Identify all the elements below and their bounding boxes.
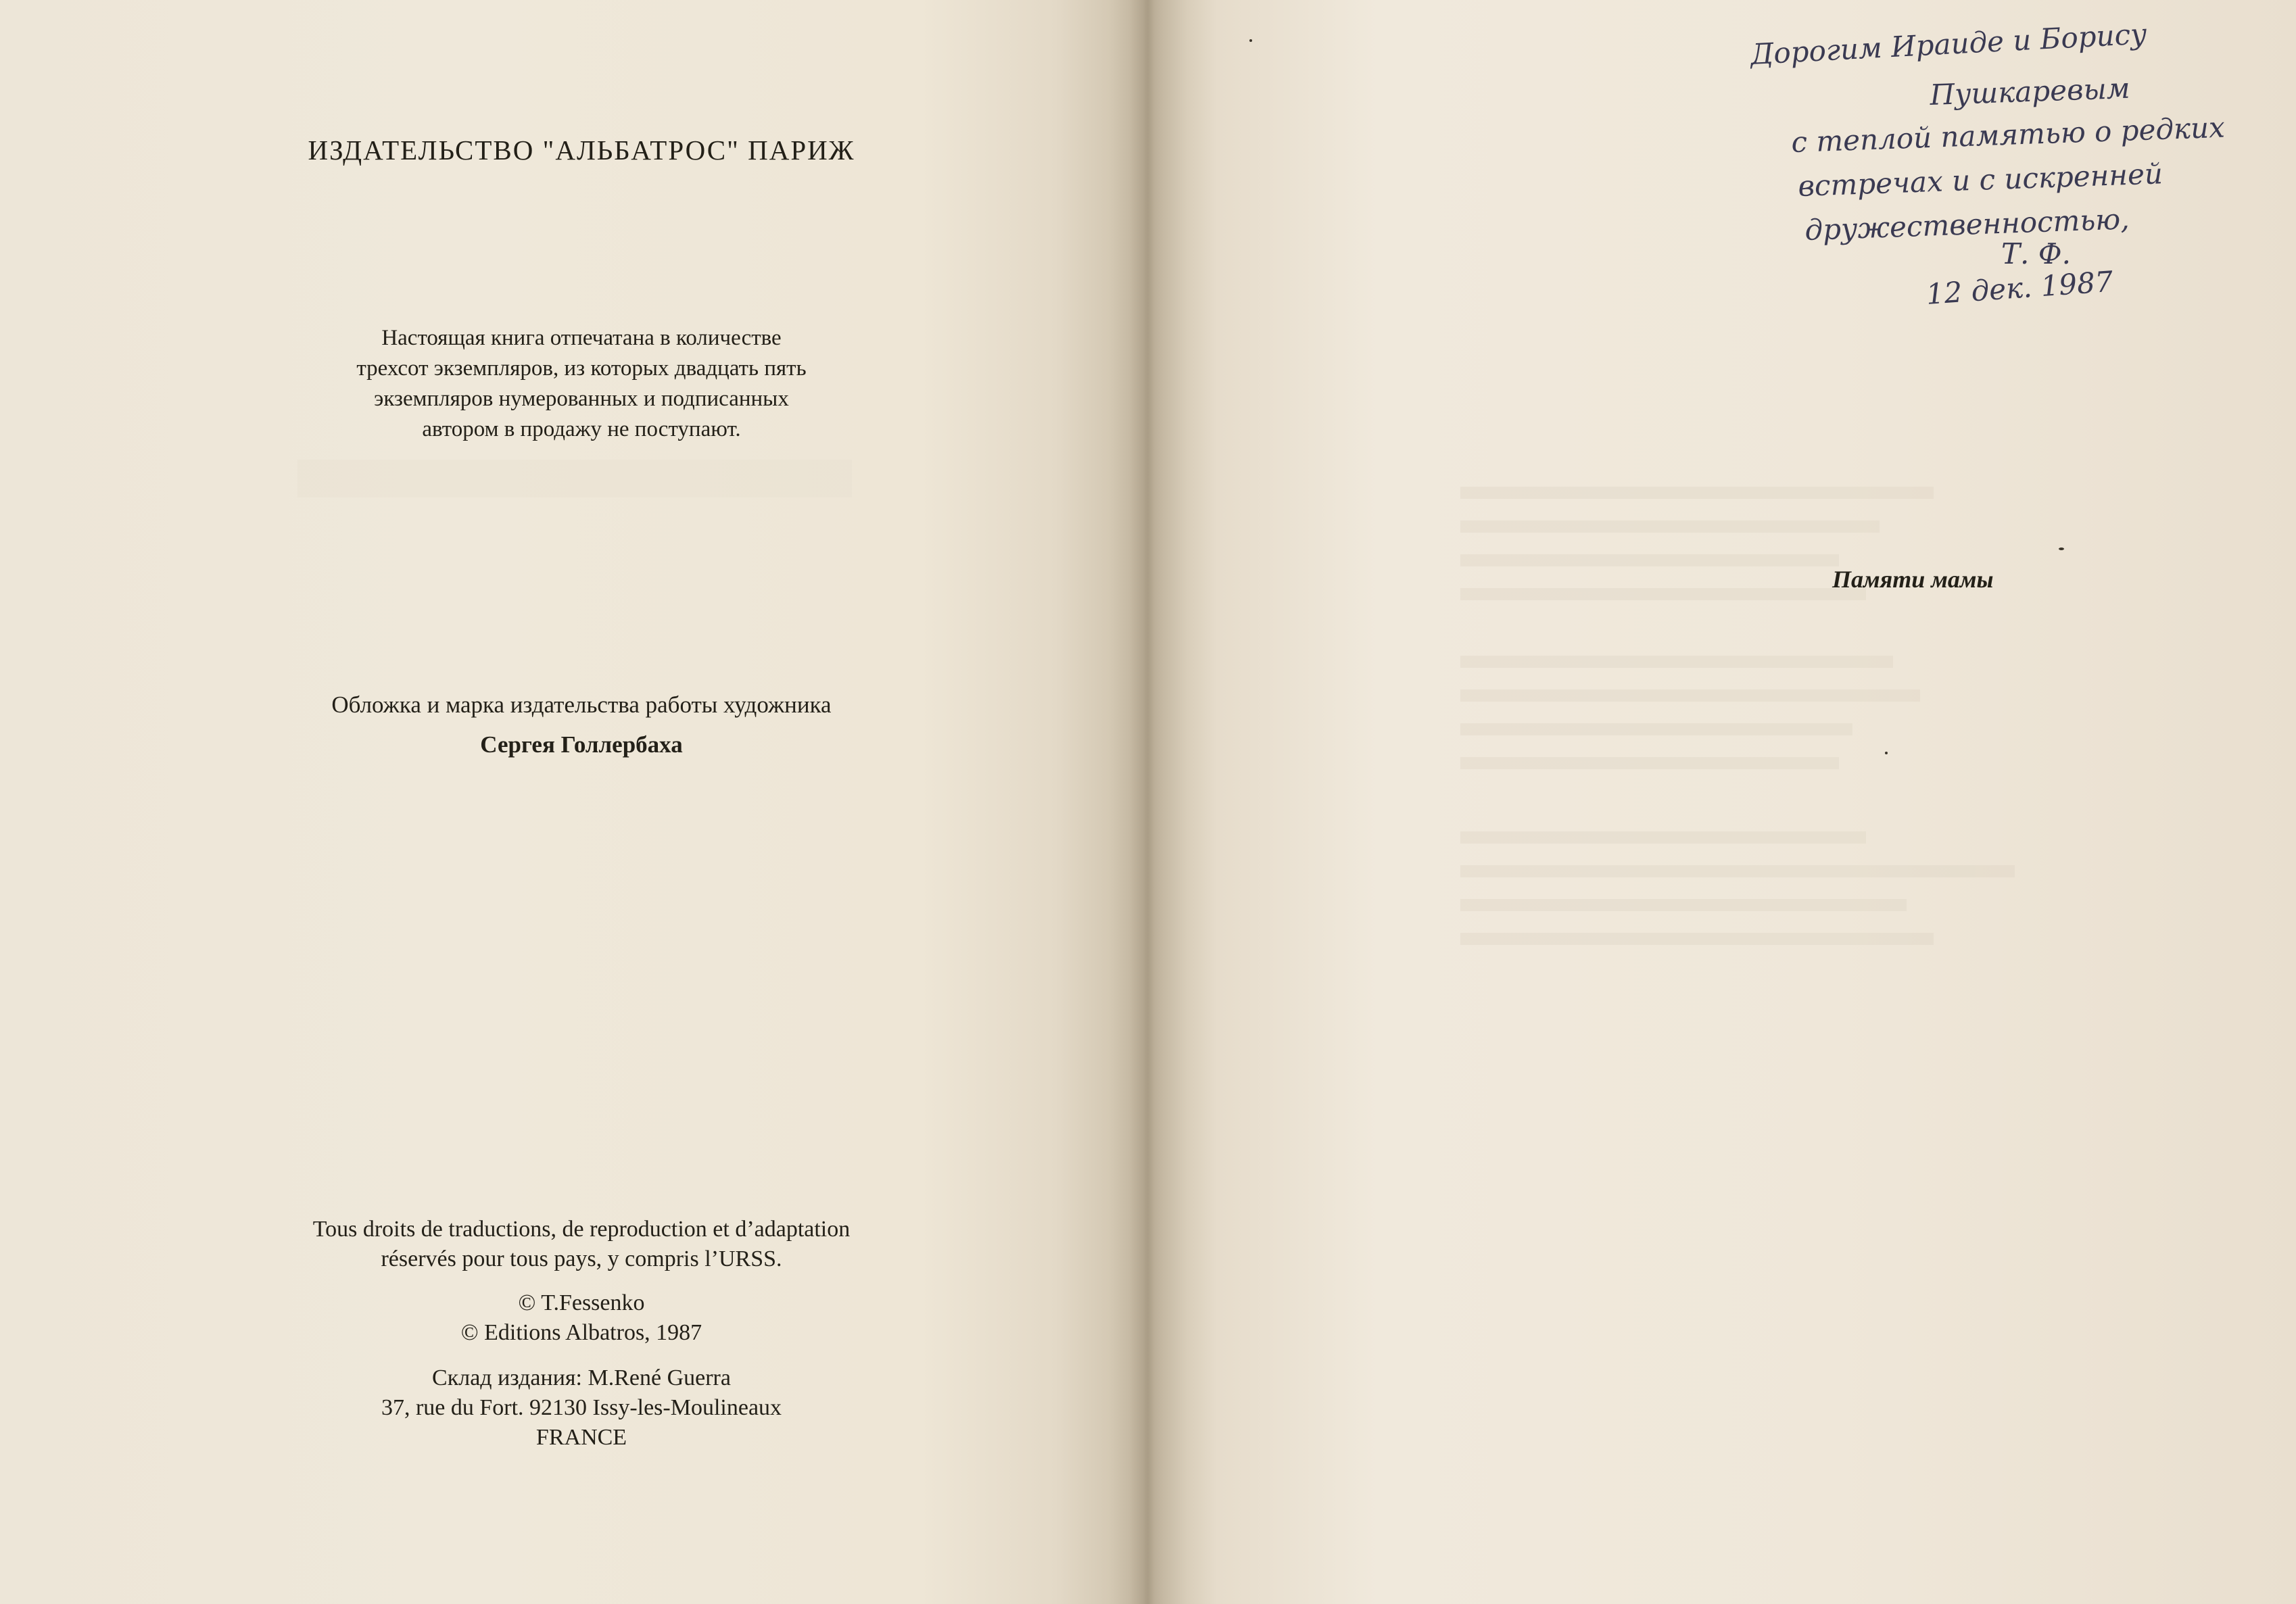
copyright-line: © T.Fessenko — [518, 1290, 645, 1315]
rights-notice — [108, 1215, 1055, 1274]
right-page — [1149, 0, 2296, 1604]
inscription-line: дружественностью, — [1804, 202, 2130, 247]
left-page — [0, 0, 1143, 1604]
inscription-date: 12 дек. 1987 — [1925, 264, 2114, 311]
inscription-line: Дорогим Ираиде и Борису — [1749, 27, 2148, 71]
rights-line: réservés pour tous pays, y compris l’URSS. — [381, 1246, 782, 1271]
warehouse-line: 37, rue du Fort. 92130 Issy-les-Moulineaux — [381, 1395, 782, 1420]
edition-notice — [176, 323, 987, 445]
cover-credit: Обложка и марка издательства работы художника — [331, 691, 832, 718]
publisher-heading: ИЗДАТЕЛЬСТВО "АЛЬБАТРОС" ПАРИЖ — [308, 135, 855, 166]
edition-notice-line: трехсот экземпляров, из которых двадцать пять — [356, 356, 807, 381]
handwritten-inscription — [1704, 27, 2292, 324]
gutter-shadow — [1109, 0, 1187, 1604]
cover-artist: Сергея Голлербаха — [480, 731, 683, 758]
copyright-line: © Editions Albatros, 1987 — [460, 1320, 702, 1345]
dust-speck — [1885, 752, 1888, 754]
warehouse-address — [108, 1363, 1055, 1453]
rights-line: Tous droits de traductions, de reproduction et d’adaptation — [312, 1217, 851, 1242]
inscription-line: встречах и с искренней — [1797, 157, 2163, 203]
copyright-block — [108, 1288, 1055, 1348]
warehouse-line: FRANCE — [535, 1425, 627, 1450]
edition-notice-line: автором в продажу не поступают. — [422, 417, 741, 441]
dedication: Памяти мамы — [1832, 566, 1994, 593]
show-through-text — [1460, 480, 2055, 990]
inscription-signature: Т. Ф. — [2001, 237, 2071, 270]
dust-speck — [2059, 548, 2064, 550]
inscription-line: Пушкаревым — [1929, 71, 2131, 112]
edition-notice-line: экземпляров нумерованных и подписанных — [374, 387, 789, 411]
edition-notice-line: Настоящая книга отпечатана в количестве — [381, 326, 782, 350]
inscription-line: с теплой памятью о редких — [1790, 110, 2226, 159]
warehouse-line: Склад издания: M.René Guerra — [432, 1365, 731, 1390]
show-through-title — [297, 446, 852, 529]
dust-speck — [1249, 39, 1252, 42]
